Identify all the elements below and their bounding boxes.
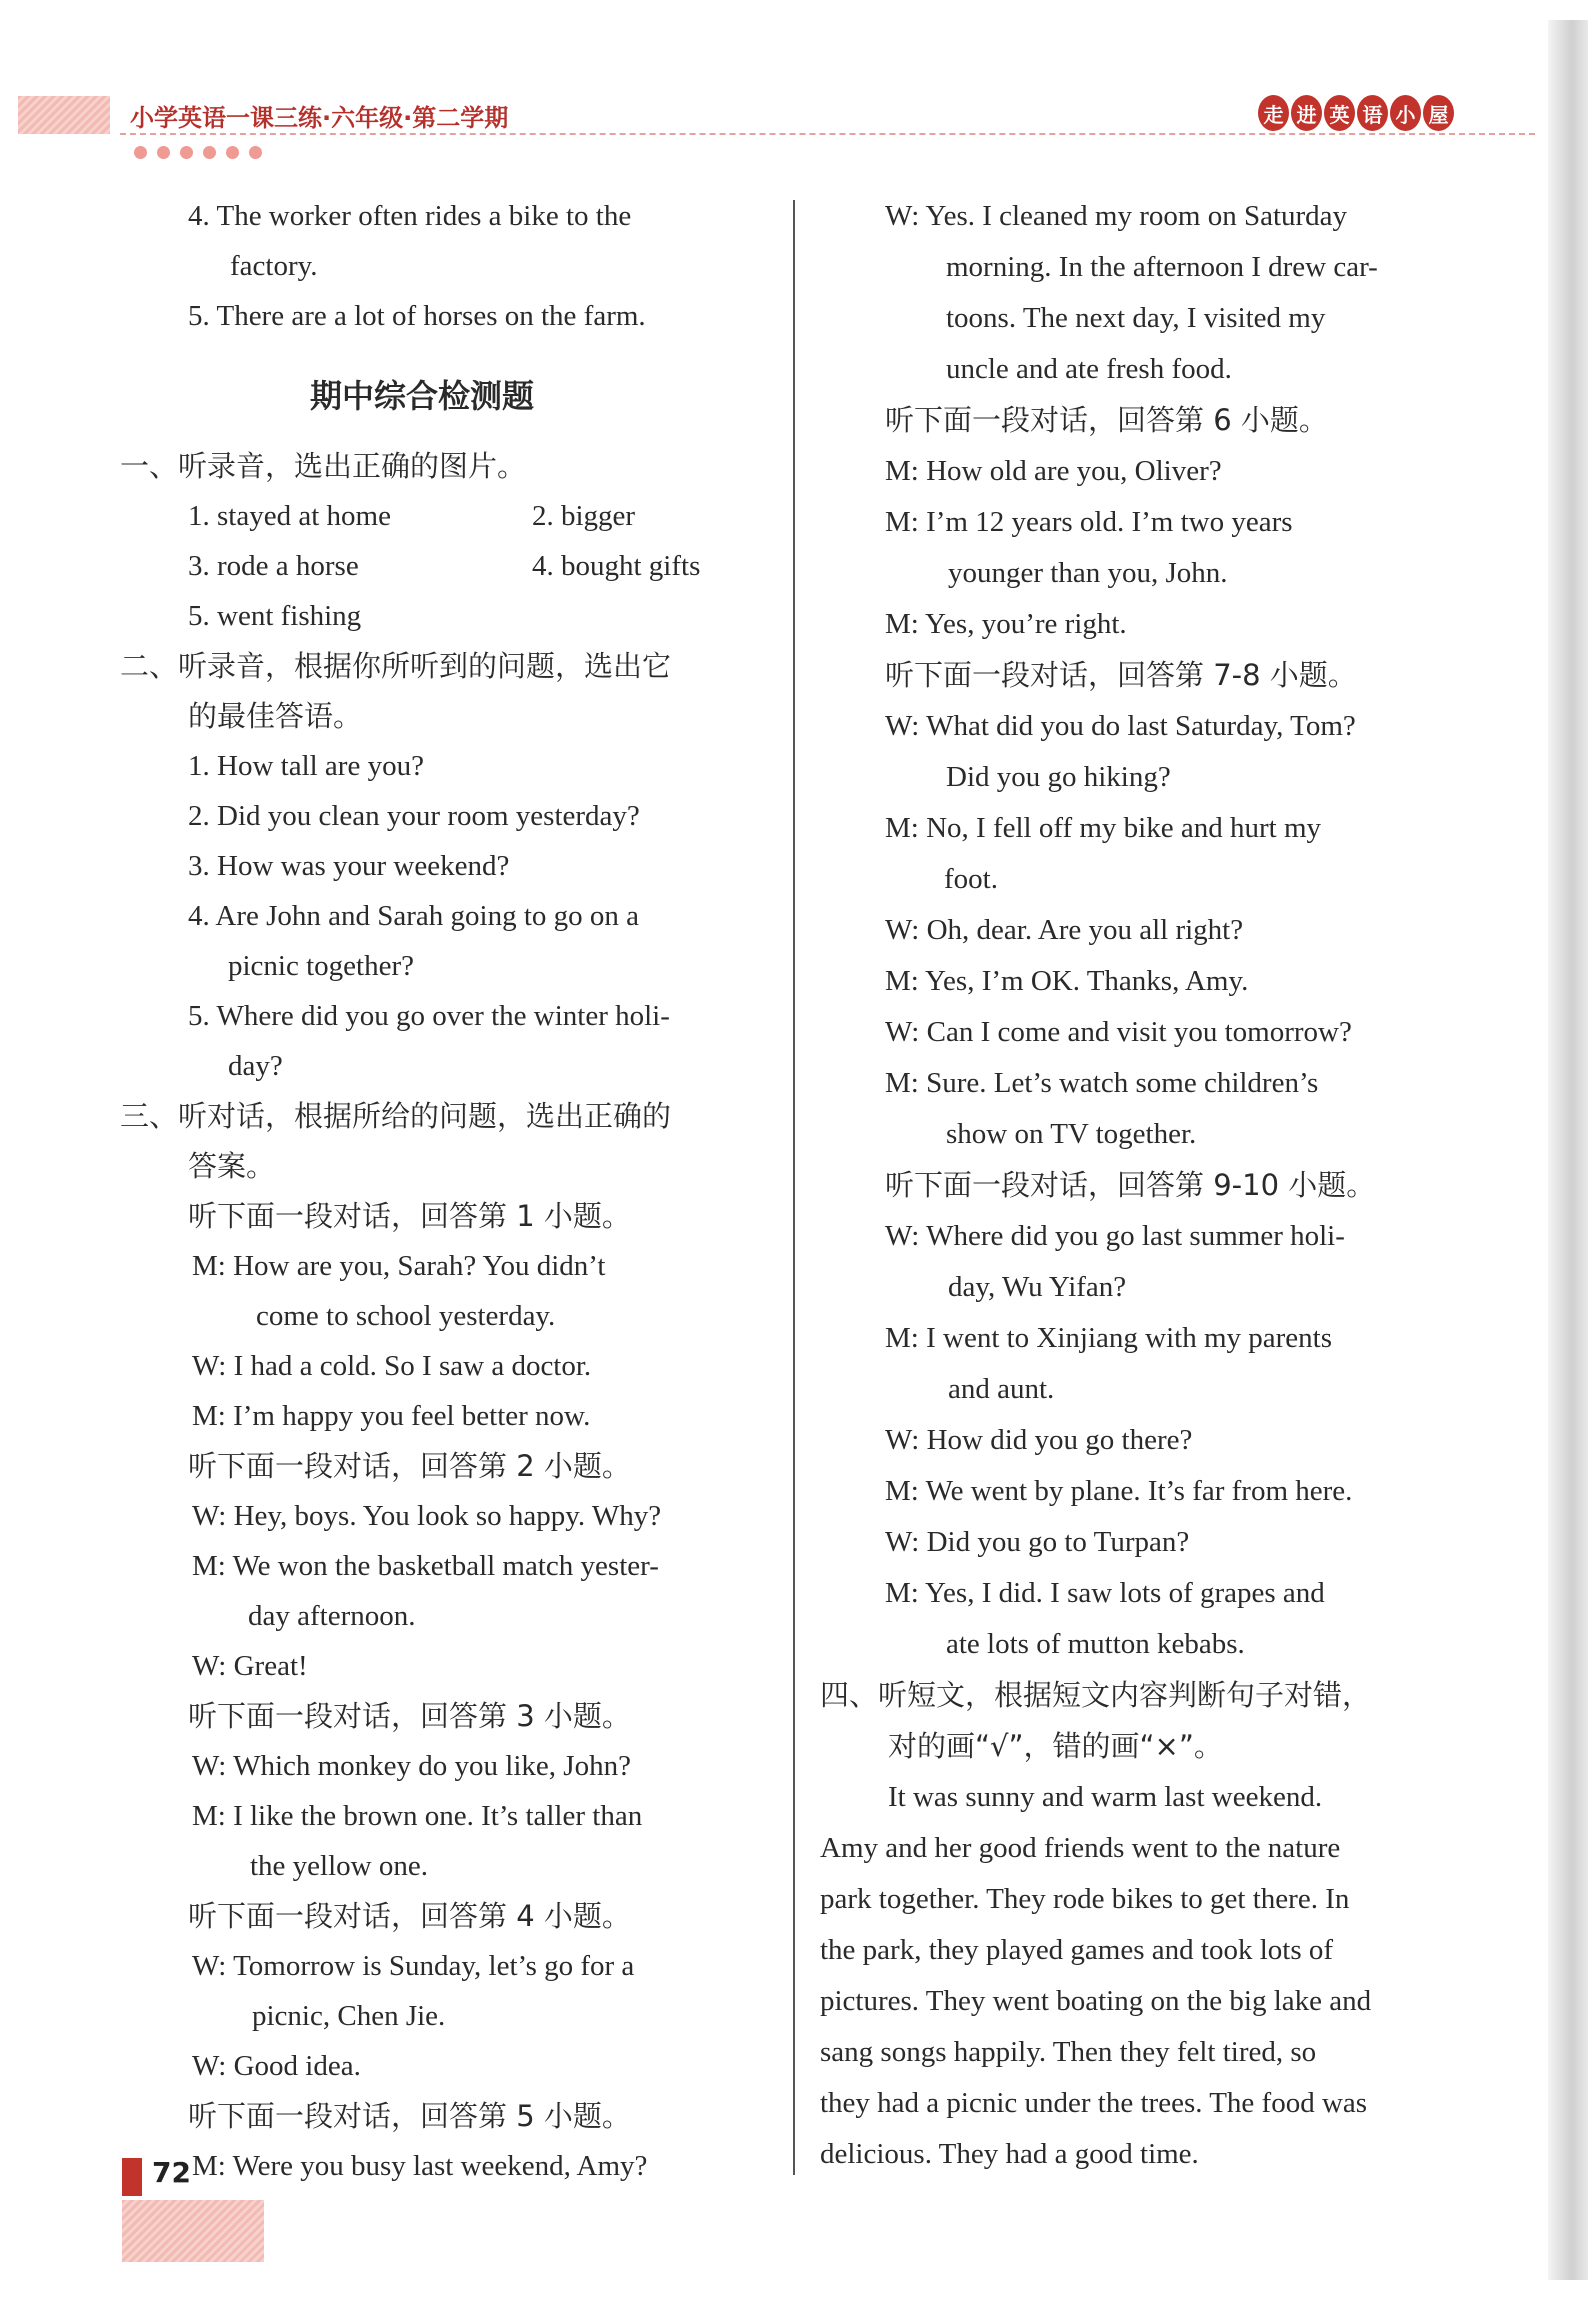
book-title: 小学英语一课三练·六年级·第二学期 bbox=[130, 104, 509, 132]
dialogue-line: W: Can I come and visit you tomorrow? bbox=[885, 1016, 1352, 1048]
answer-line: 1. stayed at home bbox=[188, 500, 391, 532]
dialogue-line: W: Which monkey do you like, John? bbox=[192, 1750, 631, 1782]
passage-line: It was sunny and warm last weekend. bbox=[888, 1781, 1323, 1813]
badge-char: 屋 bbox=[1423, 95, 1454, 131]
dialogue-line: M: I’m happy you feel better now. bbox=[192, 1400, 591, 1432]
dialogue-line: M: How old are you, Oliver? bbox=[885, 455, 1222, 487]
passage-line: Amy and her good friends went to the nature bbox=[820, 1832, 1341, 1864]
badge-char: 走 bbox=[1258, 95, 1289, 131]
header-decoration bbox=[18, 96, 110, 134]
answer-line: picnic together? bbox=[228, 950, 414, 982]
dialogue-line: uncle and ate fresh food. bbox=[946, 353, 1232, 385]
passage-line: sang songs happily. Then they felt tired, so bbox=[820, 2036, 1317, 2068]
dialogue-line: M: We won the basketball match yester- bbox=[192, 1550, 659, 1582]
answer-line: 4. The worker often rides a bike to the bbox=[188, 200, 632, 232]
dialogue-line: foot. bbox=[944, 863, 998, 895]
dialogue-intro: 听下面一段对话，回答第 2 小题。 bbox=[188, 1449, 631, 1483]
section-heading: 三、听对话，根据所给的问题，选出正确的 bbox=[120, 1099, 672, 1133]
badge-char: 小 bbox=[1390, 95, 1421, 131]
answer-line: 4. bought gifts bbox=[532, 550, 701, 582]
answer-line: 3. rode a horse bbox=[188, 550, 359, 582]
passage-line: pictures. They went boating on the big lake and bbox=[820, 1985, 1372, 2017]
dialogue-line: M: Yes, you’re right. bbox=[885, 608, 1127, 640]
dialogue-line: toons. The next day, I visited my bbox=[946, 302, 1326, 334]
passage-line: they had a picnic under the trees. The food was bbox=[820, 2087, 1368, 2119]
dialogue-intro: 听下面一段对话，回答第 9-10 小题。 bbox=[885, 1168, 1376, 1202]
dialogue-line: Did you go hiking? bbox=[946, 761, 1171, 793]
dialogue-line: show on TV together. bbox=[946, 1118, 1197, 1150]
passage-line: delicious. They had a good time. bbox=[820, 2138, 1199, 2170]
dialogue-line: W: I had a cold. So I saw a doctor. bbox=[192, 1350, 592, 1382]
badge-char: 英 bbox=[1324, 95, 1355, 131]
answer-line: 5. went fishing bbox=[188, 600, 362, 632]
dialogue-line: W: Where did you go last summer holi- bbox=[885, 1220, 1345, 1252]
badge-char: 语 bbox=[1357, 95, 1388, 131]
dialogue-line: M: I went to Xinjiang with my parents bbox=[885, 1322, 1333, 1354]
section-heading: 二、听录音，根据你所听到的问题，选出它 bbox=[120, 649, 672, 683]
dialogue-line: morning. In the afternoon I drew car- bbox=[946, 251, 1378, 283]
page-number: 72 bbox=[152, 2156, 191, 2189]
dialogue-line: W: Hey, boys. You look so happy. Why? bbox=[192, 1500, 662, 1532]
dialogue-line: ate lots of mutton kebabs. bbox=[946, 1628, 1245, 1660]
passage-line: park together. They rode bikes to get there. In bbox=[820, 1883, 1350, 1915]
answer-line: day? bbox=[228, 1050, 283, 1082]
dialogue-line: M: We went by plane. It’s far from here. bbox=[885, 1475, 1353, 1507]
section-heading: 的最佳答语。 bbox=[188, 699, 363, 733]
dialogue-line: W: Did you go to Turpan? bbox=[885, 1526, 1190, 1558]
section-heading: 对的画“√”，错的画“×”。 bbox=[888, 1729, 1223, 1763]
dialogue-line: picnic, Chen Jie. bbox=[252, 2000, 446, 2032]
page-number-bar bbox=[122, 2158, 142, 2196]
column-divider bbox=[793, 200, 795, 2175]
dialogue-intro: 听下面一段对话，回答第 1 小题。 bbox=[188, 1199, 631, 1233]
dialogue-line: M: No, I fell off my bike and hurt my bbox=[885, 812, 1322, 844]
dialogue-line: W: What did you do last Saturday, Tom? bbox=[885, 710, 1356, 742]
section-title: 期中综合检测题 bbox=[310, 377, 535, 415]
page-edge bbox=[1548, 20, 1588, 2280]
header-rule bbox=[120, 133, 1535, 135]
dialogue-line: M: I like the brown one. It’s taller than bbox=[192, 1800, 643, 1832]
dialogue-line: day, Wu Yifan? bbox=[948, 1271, 1127, 1303]
dialogue-intro: 听下面一段对话，回答第 6 小题。 bbox=[885, 403, 1328, 437]
section-heading: 一、听录音，选出正确的图片。 bbox=[120, 449, 527, 483]
dialogue-line: M: I’m 12 years old. I’m two years bbox=[885, 506, 1293, 538]
footer-decoration bbox=[122, 2200, 264, 2262]
dialogue-line: M: Yes, I’m OK. Thanks, Amy. bbox=[885, 965, 1249, 997]
header-dots bbox=[134, 146, 262, 159]
header-badge bbox=[1258, 95, 1454, 131]
dialogue-line: W: Good idea. bbox=[192, 2050, 361, 2082]
dialogue-intro: 听下面一段对话，回答第 3 小题。 bbox=[188, 1699, 631, 1733]
answer-line: 4. Are John and Sarah going to go on a bbox=[188, 900, 640, 932]
answer-line: 2. Did you clean your room yesterday? bbox=[188, 800, 640, 832]
dialogue-intro: 听下面一段对话，回答第 4 小题。 bbox=[188, 1899, 631, 1933]
answer-line: 1. How tall are you? bbox=[188, 750, 424, 782]
dialogue-line: M: Sure. Let’s watch some children’s bbox=[885, 1067, 1319, 1099]
answer-line: 2. bigger bbox=[532, 500, 636, 532]
dialogue-line: M: Yes, I did. I saw lots of grapes and bbox=[885, 1577, 1325, 1609]
answer-line: 3. How was your weekend? bbox=[188, 850, 510, 882]
dialogue-intro: 听下面一段对话，回答第 5 小题。 bbox=[188, 2099, 631, 2133]
answer-line: factory. bbox=[230, 250, 318, 282]
passage-line: the park, they played games and took lots of bbox=[820, 1934, 1334, 1966]
dialogue-line: W: Great! bbox=[192, 1650, 308, 1682]
dialogue-line: W: Tomorrow is Sunday, let’s go for a bbox=[192, 1950, 635, 1982]
dialogue-line: and aunt. bbox=[948, 1373, 1055, 1405]
dialogue-line: W: How did you go there? bbox=[885, 1424, 1193, 1456]
dialogue-line: the yellow one. bbox=[250, 1850, 428, 1882]
dialogue-line: day afternoon. bbox=[248, 1600, 416, 1632]
dialogue-line: W: Yes. I cleaned my room on Saturday bbox=[885, 200, 1348, 232]
section-heading: 答案。 bbox=[188, 1149, 276, 1183]
dialogue-line: M: Were you busy last weekend, Amy? bbox=[192, 2150, 648, 2182]
badge-char: 进 bbox=[1291, 95, 1322, 131]
answer-line: 5. There are a lot of horses on the farm. bbox=[188, 300, 646, 332]
answer-line: 5. Where did you go over the winter holi- bbox=[188, 1000, 670, 1032]
dialogue-intro: 听下面一段对话，回答第 7-8 小题。 bbox=[885, 658, 1357, 692]
section-heading: 四、听短文，根据短文内容判断句子对错， bbox=[820, 1678, 1372, 1712]
dialogue-line: W: Oh, dear. Are you all right? bbox=[885, 914, 1244, 946]
dialogue-line: younger than you, John. bbox=[948, 557, 1228, 589]
dialogue-line: M: How are you, Sarah? You didn’t bbox=[192, 1250, 606, 1282]
dialogue-line: come to school yesterday. bbox=[256, 1300, 556, 1332]
